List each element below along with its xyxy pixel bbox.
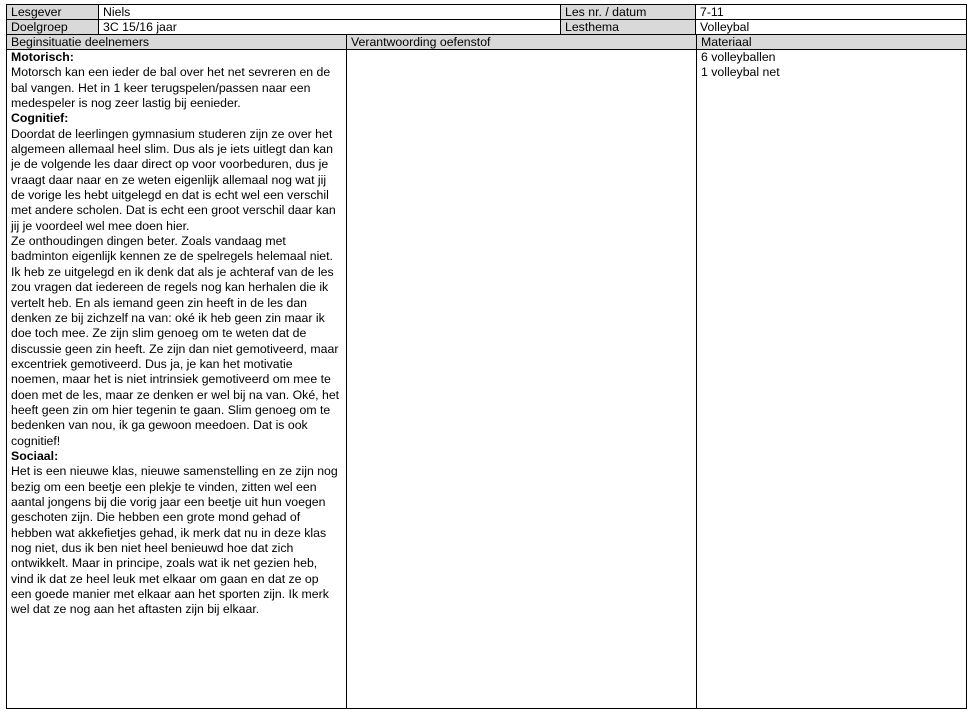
lesson-form (6, 4, 966, 709)
header-row-doelgroep (7, 20, 967, 35)
doelgroep-label: Doelgroep (7, 20, 99, 35)
materiaal-header: Materiaal (697, 35, 967, 50)
header-row-lesgever (7, 5, 967, 20)
verantwoording-cell (347, 50, 697, 709)
verantwoording-header: Verantwoording oefenstof (347, 35, 697, 50)
sociaal-text: Het is een nieuwe klas, nieuwe samenstelling en ze zijn nog bezig om een beetje een plekje te vinden, zitten wel een aantal jongens bij die vorig jaar een beetje uit hun voegen geschoten zijn. Die hebben een grote mond gehad of hebben wat akkefietjes gehad, ik merk dat nu in deze klas nog niet, dus ik ben niet heel benieuwd hoe dat zich ontwikkelt. Maar in principe, zoals wat ik net gezien heb, vind ik dat ze heel leuk met elkaar om gaan en dat ze op een goede manier met elkaar aan het sporten zijn. Ik merk wel dat ze nog aan het aftasten zijn bij elkaar. (11, 464, 338, 617)
lesnr-value: 7-11 (696, 5, 967, 20)
materiaal-item: 1 volleybal net (701, 65, 780, 80)
beginsituatie-cell (7, 50, 347, 709)
cognitief-text-2: Ze onthoudingen dingen beter. Zoals vandaag met badminton eigenlijk kennen ze de spelregels helemaal niet. Ik heb ze uitgelegd en ik denk dat als je achteraf van de les zou vragen dat iedereen de regels nog kan herhalen die ik vertelt heb. En als iemand geen zin heeft in de les dan denken ze bij zichzelf na van: oké ik heb geen zin maar ik doe toch mee. Ze zijn slim genoeg om te weten dat de discussie geen zin heeft. Ze zijn dan niet gemotiveerd, maar excentriek gemotiveerd. Dus ja, je kan het motivatie noemen, maar het is niet intrinsiek gemotiveerd om mee te doen met de les, maar ze denken er wel bij na van. Oké, het heeft geen zin om hier tegenin te gaan. Slim genoeg om te bedenken van nou, ik ga gewoon meedoen. Dat is ook cognitief! (11, 234, 340, 448)
lesthema-value: Volleybal (696, 20, 967, 35)
materiaal-item: 6 volleyballen (701, 50, 776, 64)
cognitief-title: Cognitief: (11, 111, 69, 126)
motorisch-text: Motorsch kan een ieder de bal over het net sevreren en de bal vangen. Het in 1 keer terugspelen/passen naar een medespeler is nog zeer lastig bij eenieder. (11, 65, 331, 111)
materiaal-cell (697, 50, 967, 709)
header-table (6, 4, 967, 35)
motorisch-title: Motorisch: (11, 50, 74, 64)
content-table (6, 34, 967, 709)
lesnr-label: Les nr. / datum (561, 5, 696, 20)
lesthema-label: Lesthema (561, 20, 696, 35)
column-header-row (7, 35, 967, 50)
lesgever-value: Niels (99, 5, 561, 20)
lesgever-label: Lesgever (7, 5, 99, 20)
beginsituatie-header: Beginsituatie deelnemers (7, 35, 347, 50)
cognitief-text-1: Doordat de leerlingen gymnasium studeren zijn ze over het algemeen allemaal heel slim. Dus als je iets uitlegt dan kan je de volgende les daar direct op voor voorbeduren, dus je vraagt daar naar en ze weten eigenlijk allemaal nog wat jij de vorige les hebt uitgelegd en dat is echt wel een verschil met andere scholen. Dat is echt een groot verschil daar kan jij je voordeel wel mee doen hier. (11, 126, 336, 233)
doelgroep-value: 3C 15/16 jaar (99, 20, 561, 35)
content-row (7, 50, 967, 709)
sociaal-title: Sociaal: (11, 448, 59, 463)
